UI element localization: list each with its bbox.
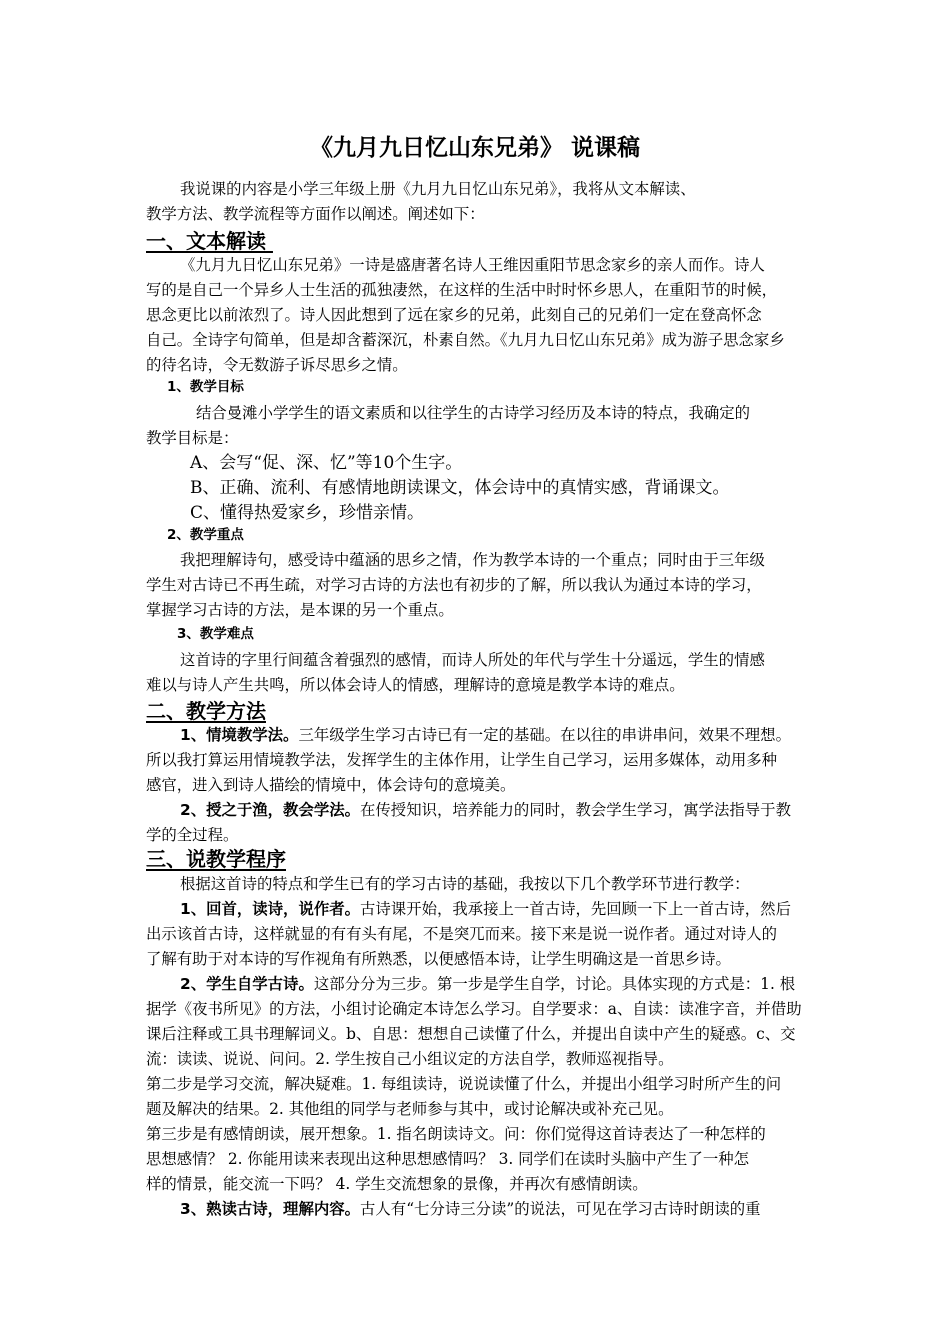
method-1-line-1: [180, 722, 791, 748]
key-line-3: 掌握学习古诗的方法，是本课的另一个重点。: [146, 601, 454, 619]
section-heading-teaching-procedure: 三、说教学程序: [146, 847, 286, 871]
step-2-line-1: [180, 971, 795, 997]
method-2-line-2: 学的全过程。: [146, 826, 239, 844]
method-1-line-2: 所以我打算运用情境教学法，发挥学生的主体作用，让学生自己学习，运用多媒体，动用多种: [146, 751, 778, 769]
goals-intro-line-1: 结合曼滩小学学生的语文素质和以往学生的古诗学习经历及本诗的特点，我确定的: [196, 404, 751, 422]
goal-item-b: B、正确、流利、有感情地朗读课文，体会诗中的真情实感，背诵课文。: [190, 478, 730, 498]
step-1-line-3: 了解有助于对本诗的写作视角有所熟悉，以便感悟本诗，让学生明确这是一首思乡诗。: [146, 950, 731, 968]
goal-item-a: A、会写“促、深、忆”等10个生字。: [190, 453, 463, 473]
step-2-line-7: 第三步是有感情朗读，展开想象。1. 指名朗读诗文。问：你们觉得这首诗表达了一种怎样的: [146, 1125, 766, 1143]
key-line-2: 学生对古诗已不再生疏，对学习古诗的方法也有初步的了解，所以我认为通过本诗的学习，: [146, 576, 762, 594]
subheading-difficulties: 3、教学难点: [177, 626, 254, 642]
analysis-line-5: 的待名诗，令无数游子诉尽思乡之情。: [146, 356, 408, 374]
step-3-line-1: [180, 1196, 761, 1222]
intro-line-2: 教学方法、教学流程等方面作以阐述。阐述如下：: [146, 205, 485, 223]
section-heading-teaching-methods: 二、教学方法: [146, 699, 266, 723]
method-1-text: 三年级学生学习古诗已有一定的基础。在以往的串讲串问，效果不理想。: [298, 726, 791, 744]
step-3-text: 古人有“七分诗三分读”的说法，可见在学习古诗时朗读的重: [360, 1200, 761, 1218]
method-1-line-3: 感官，进入到诗人描绘的情境中，体会诗句的意境美。: [146, 776, 516, 794]
step-2-line-6: 题及解决的结果。2. 其他组的同学与老师参与其中，或讨论解决或补充己见。: [146, 1100, 674, 1118]
step-1-line-1: [180, 896, 791, 922]
procedure-intro: 根据这首诗的特点和学生已有的学习古诗的基础，我按以下几个教学环节进行教学：: [180, 875, 750, 893]
method-1-title: 1、情境教学法。: [180, 726, 299, 744]
step-2-line-8: 思想感情？ 2. 你能用读来表现出这种思想感情吗？ 3. 同学们在读时头脑中产生了一种怎: [146, 1150, 750, 1168]
section-heading-text-analysis: 一、文本解读: [146, 229, 273, 253]
difficulty-line-2: 难以与诗人产生共鸣，所以体会诗人的情感，理解诗的意境是教学本诗的难点。: [146, 676, 685, 694]
method-2-title: 2、授之于渔，教会学法。: [180, 801, 361, 819]
method-2-text: 在传授知识，培养能力的同时，教会学生学习，寓学法指导于教: [360, 801, 791, 819]
step-2-line-9: 样的情景，能交流一下吗？ 4. 学生交流想象的景像，并再次有感情朗读。: [146, 1175, 648, 1193]
step-3-title: 3、熟读古诗，理解内容。: [180, 1200, 361, 1218]
step-2-line-4: 流：读读、说说、问问。2. 学生按自己小组议定的方法自学，教师巡视指导。: [146, 1050, 674, 1068]
method-2-line-1: [180, 797, 791, 823]
step-2-line-5: 第二步是学习交流，解决疑难。1. 每组读诗，说说读懂了什么，并提出小组学习时所产生的问: [146, 1075, 782, 1093]
analysis-line-4: 自己。全诗字句简单，但是却含蓄深沉，朴素自然。《九月九日忆山东兄弟》成为游子思念家乡: [146, 331, 785, 349]
key-line-1: 我把理解诗句，感受诗中蕴涵的思乡之情，作为教学本诗的一个重点；同时由于三年级: [180, 551, 765, 569]
step-1-line-2: 出示该首古诗，这样就显的有有头有尾，不是突兀而来。接下来是说一说作者。通过对诗人的: [146, 925, 778, 943]
document-title: 《九月九日忆山东兄弟》 说课稿: [309, 135, 640, 161]
step-2-line-2: 据学《夜书所见》的方法，小组讨论确定本诗怎么学习。自学要求：a、自读：读准字音，并借助: [146, 1000, 802, 1018]
goals-intro-line-2: 教学目标是：: [146, 429, 239, 447]
subheading-teaching-goals: 1、教学目标: [167, 379, 244, 395]
step-2-line-3: 课后注释或工具书理解词义。b、自思：想想自己读懂了什么，并提出自读中产生的疑惑。c、交: [146, 1025, 796, 1043]
step-1-text: 古诗课开始，我承接上一首古诗，先回顾一下上一首古诗，然后: [360, 900, 791, 918]
analysis-line-2: 写的是自己一个异乡人士生活的孤独凄然，在这样的生活中时时怀乡思人，在重阳节的时候，: [146, 281, 778, 299]
subheading-key-points: 2、教学重点: [167, 527, 244, 543]
difficulty-line-1: 这首诗的字里行间蕴含着强烈的感情，而诗人所处的年代与学生十分遥远，学生的情感: [180, 651, 765, 669]
step-2-title: 2、学生自学古诗。: [180, 975, 314, 993]
analysis-line-1: 《九月九日忆山东兄弟》一诗是盛唐著名诗人王维因重阳节思念家乡的亲人而作。诗人: [180, 256, 765, 274]
intro-line-1: 我说课的内容是小学三年级上册《九月九日忆山东兄弟》，我将从文本解读、: [180, 180, 696, 198]
analysis-line-3: 思念更比以前浓烈了。诗人因此想到了远在家乡的兄弟，此刻自己的兄弟们一定在登高怀念: [146, 306, 762, 324]
step-2-text: 这部分分为三步。第一步是学生自学，讨论。具体实现的方式是：1. 根: [313, 975, 796, 993]
goal-item-c: C、懂得热爱家乡，珍惜亲情。: [190, 503, 425, 523]
step-1-title: 1、回首，读诗，说作者。: [180, 900, 361, 918]
